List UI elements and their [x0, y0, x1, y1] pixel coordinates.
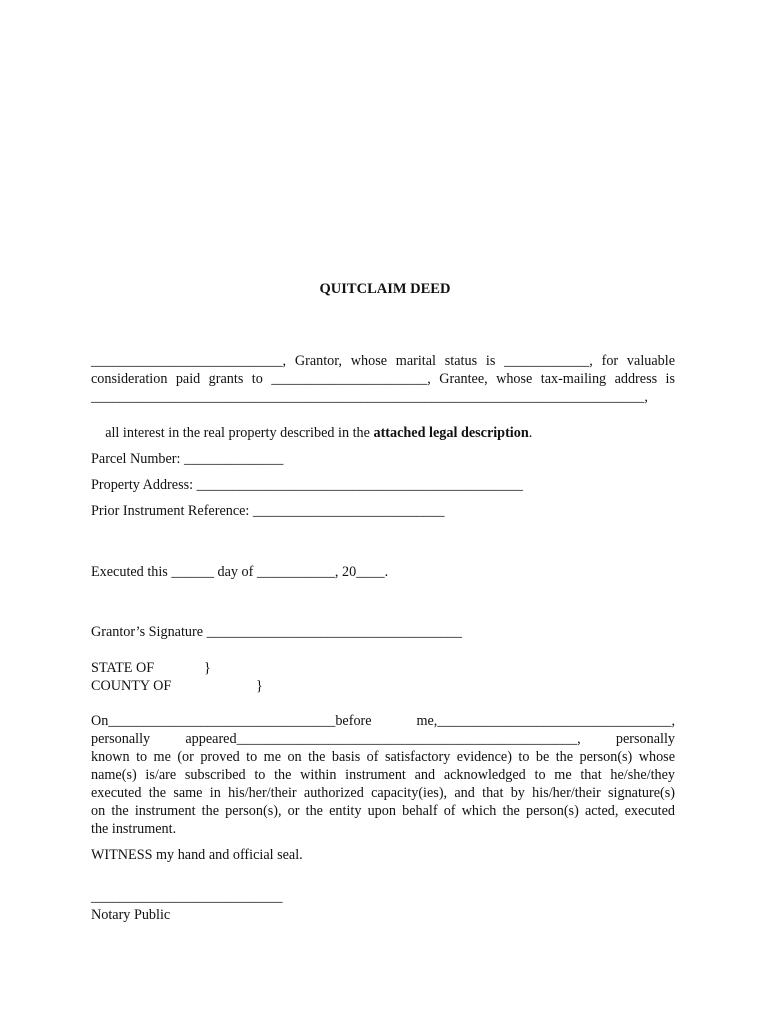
legal-description-text: all interest in the real property described in the	[105, 425, 374, 441]
county-brace: }	[256, 678, 263, 694]
state-of-label: STATE OF	[91, 660, 155, 676]
parcel-number: Parcel Number: ______________	[91, 451, 284, 467]
address-blank-line: ______________________________________________________________________________,	[91, 389, 648, 405]
document-title: QUITCLAIM DEED	[319, 281, 451, 297]
notary-line-2: personally appeared________________________________________________, personally	[91, 731, 675, 747]
notary-public-label: Notary Public	[91, 907, 171, 923]
executed-date-line: Executed this ______ day of ___________, 20____.	[91, 564, 389, 580]
grantor-signature-line: Grantor’s Signature ____________________________________	[91, 624, 462, 640]
county-of-label: COUNTY OF	[91, 678, 172, 694]
notary-line-1: On________________________________before me,_________________________________,	[91, 713, 675, 729]
notary-line-6: on the instrument the person(s), or the entity upon behalf of which the person(s) acted, executed	[91, 803, 675, 819]
attached-legal-description: attached legal description	[373, 425, 529, 441]
state-brace: }	[204, 660, 211, 676]
legal-description-period: .	[528, 425, 533, 441]
notary-line-4: name(s) is/are subscribed to the within instrument and acknowledged to me that he/she/they	[91, 767, 675, 783]
notary-line-7: the instrument.	[91, 821, 177, 837]
notary-line-3: known to me (or proved to me on the basis of satisfactory evidence) to be the person(s) whose	[91, 749, 675, 765]
notary-line-5: executed the same in his/her/their authorized capacity(ies), and that by his/her/their signature(s)	[91, 785, 675, 801]
property-address: Property Address: ______________________________________________	[91, 477, 523, 493]
grantor-line: ___________________________, Grantor, whose marital status is ____________, for valuable	[91, 353, 675, 369]
prior-instrument-reference: Prior Instrument Reference: ___________________________	[91, 503, 445, 519]
consideration-line: consideration paid grants to ______________________, Grantee, whose tax-mailing address is	[91, 371, 675, 387]
witness-statement: WITNESS my hand and official seal.	[91, 847, 303, 863]
notary-signature-line: ___________________________	[91, 889, 283, 905]
